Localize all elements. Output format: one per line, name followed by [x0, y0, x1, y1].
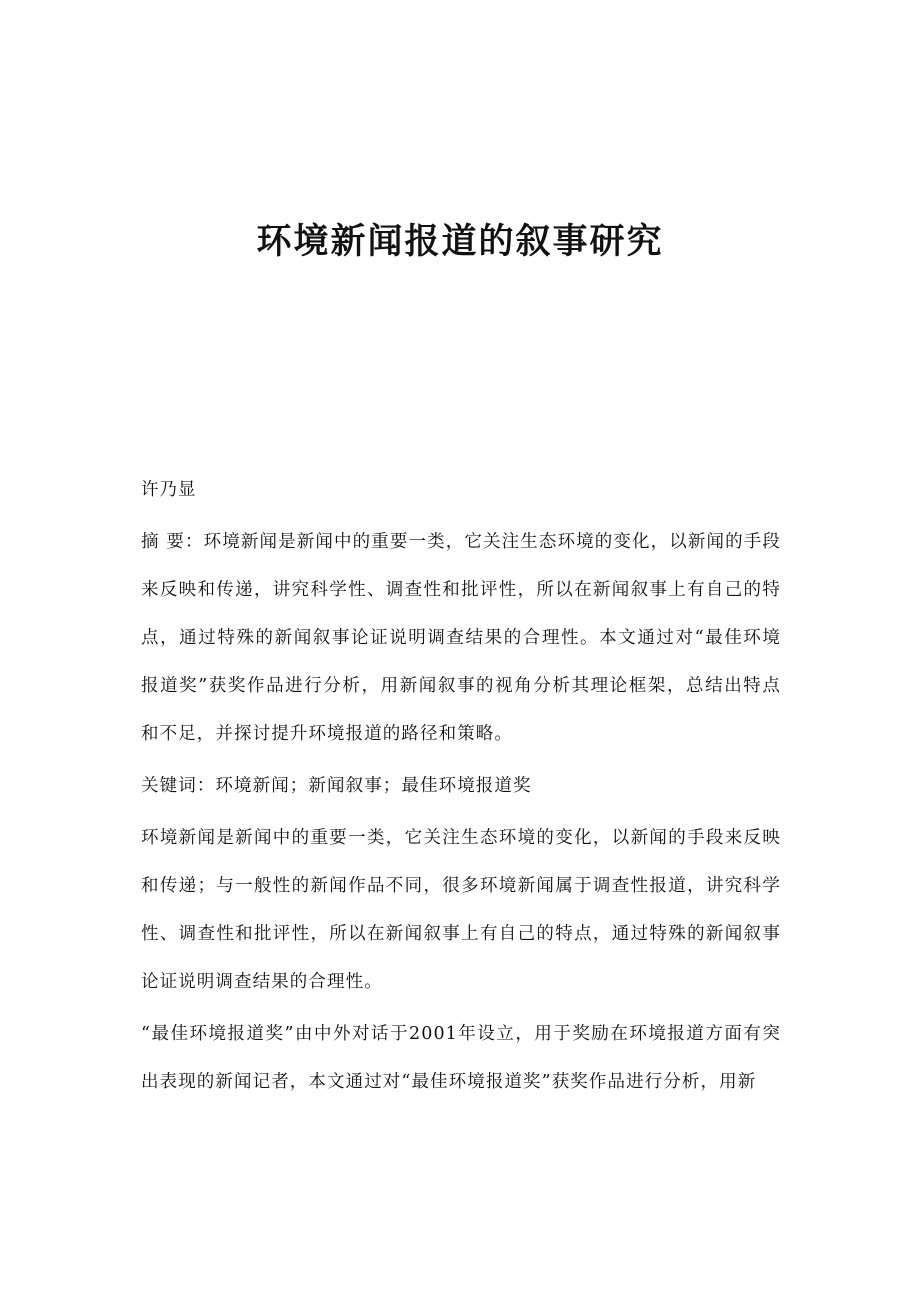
author-name: 许乃显 — [141, 480, 197, 500]
abstract-paragraph: 摘 要：环境新闻是新闻中的重要一类，它关注生态环境的变化，以新闻的手段来反映和传递，讲究科学性、调查性和批评性，所以在新闻叙事上有自己的特点，通过特殊的新闻叙事论证说明调查结果的合理性。本文通过对“最佳环境报道奖”获奖作品进行分析，用新闻叙事的视角分析其理论框架，总结出特点和不足，并探讨提升环境报道的路径和策略。 — [141, 532, 781, 744]
body-paragraph: “最佳环境报道奖”由中外对话于2001年设立，用于奖励在环境报道方面有突出表现的新闻记者，本文通过对“最佳环境报道奖”获奖作品进行分析，用新 — [141, 1024, 781, 1092]
document-title: 环境新闻报道的叙事研究 — [256, 221, 664, 262]
document-body — [141, 466, 781, 1110]
body-paragraph: 环境新闻是新闻中的重要一类，它关注生态环境的变化，以新闻的手段来反映和传递；与一般性的新闻作品不同，很多环境新闻属于调查性报道，讲究科学性、调查性和批评性，所以在新闻叙事上有自己的特点，通过特殊的新闻叙事论证说明调查结果的合理性。 — [141, 828, 781, 992]
keywords-line: 关键词：环境新闻；新闻叙事；最佳环境报道奖 — [141, 776, 532, 796]
